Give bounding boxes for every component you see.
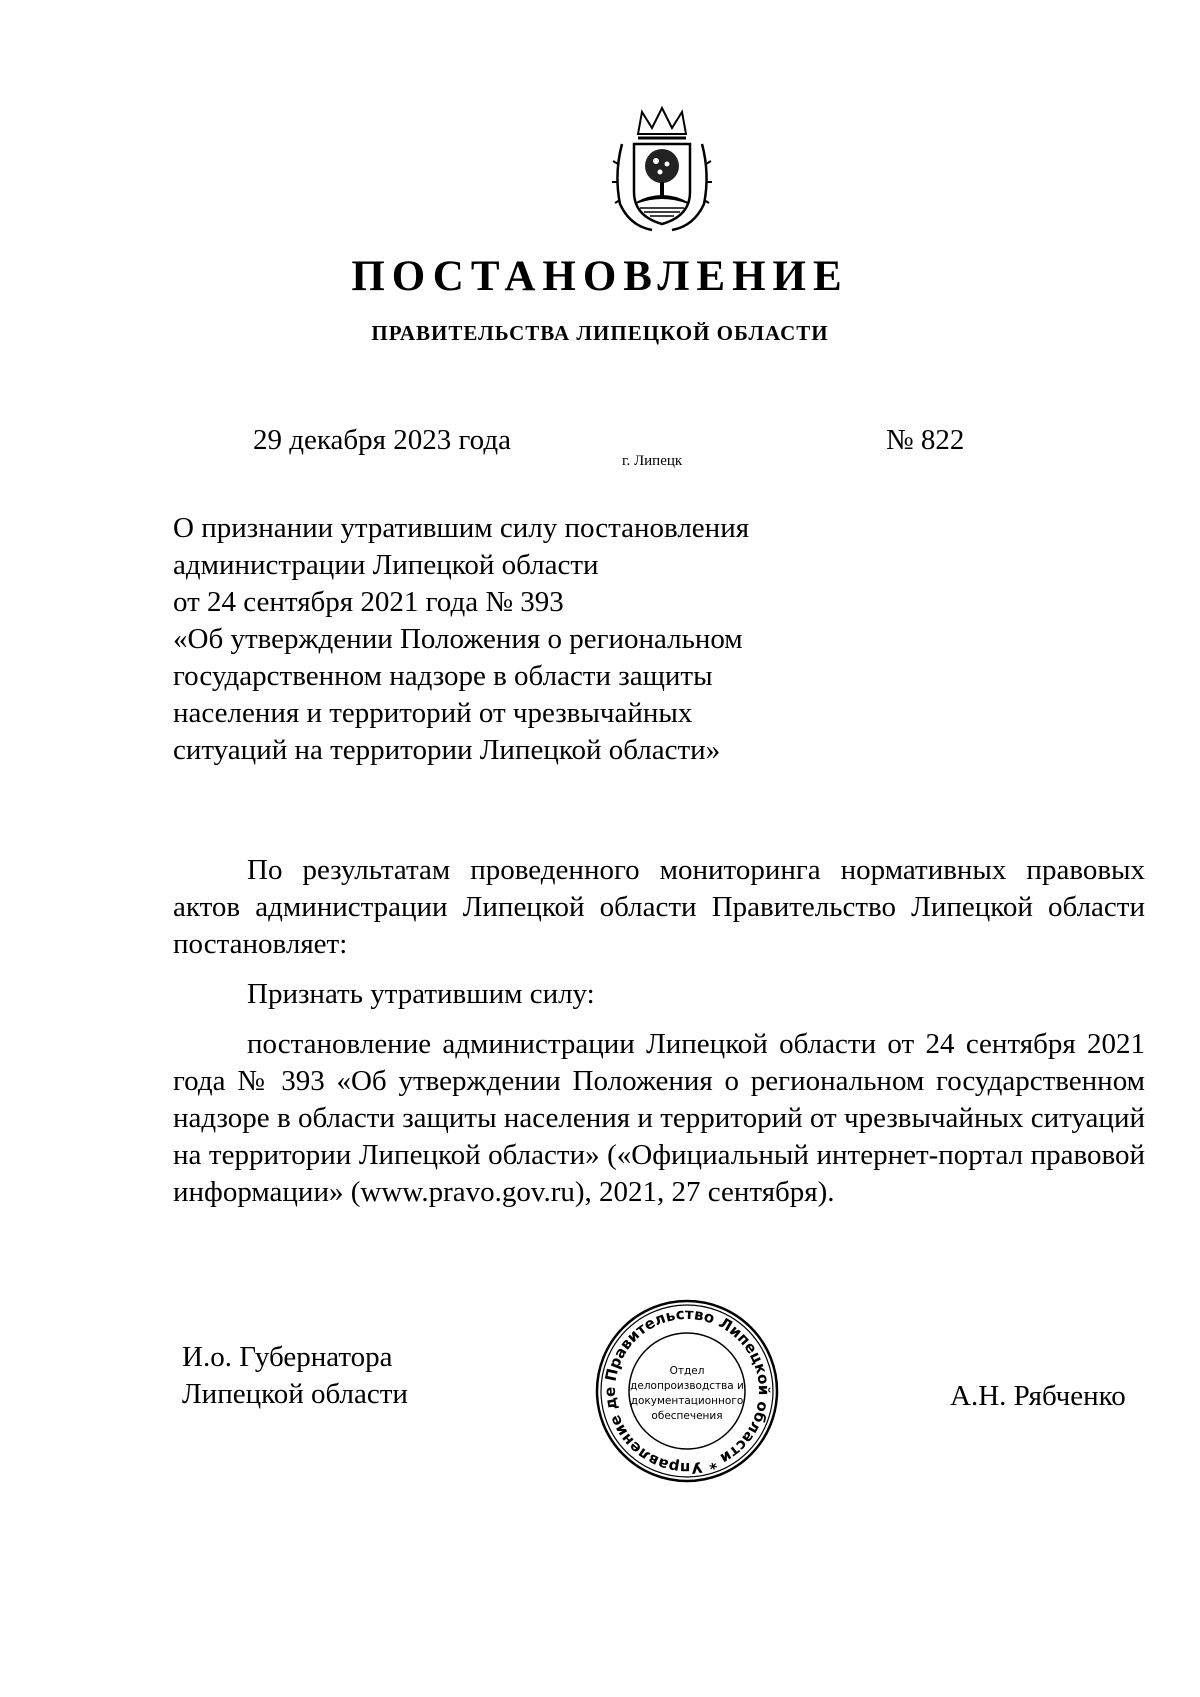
stamp-seal-icon [594,1298,780,1484]
signer-position-line: И.о. Губернатора [182,1341,393,1373]
heading-line: населения и территорий от чрезвычайных [173,697,693,729]
document-subtitle: ПРАВИТЕЛЬСТВА ЛИПЕЦКОЙ ОБЛАСТИ [371,321,829,345]
stamp-center-line: обеспечения [651,1410,723,1422]
stamp-center-line: делопроизводства и [630,1380,744,1392]
document-city: г. Липецк [622,453,683,469]
document-title: ПОСТАНОВЛЕНИЕ [351,253,849,300]
stamp-ring-text: Правительство Липецкой области * Управление де [600,1304,774,1478]
heading-line: от 24 сентября 2021 года № 393 [173,586,564,618]
document-date: 29 декабря 2023 года [253,424,511,456]
official-stamp [594,1298,780,1484]
heading-line: ситуаций на территории Липецкой области» [173,734,721,766]
signer-position-line: Липецкой области [182,1378,408,1410]
heading-line: «Об утверждении Положения о региональном [173,623,743,655]
heading-line: администрации Липецкой области [173,549,599,581]
document-number: № 822 [886,424,965,456]
body-paragraph-preamble: По результатам проведенного мониторинга нормативных правовых актов администрации Липецкой области Правительство Липецкой области постановляет: [173,854,1145,960]
stamp-center-line: Отдел [669,1365,705,1377]
heading-line: государственном надзоре в области защиты [173,660,713,692]
body-paragraph-act: постановление администрации Липецкой области от 24 сентября 2021 года № 393 «Об утверждении Положения о региональном государственном надзоре в области защиты населения и территорий от чрезвычайных ситуаций на территории Липецкой области» («Официальный интернет-портал правовой информации» (www.pravo.gov.ru), 2021, 27 сентября). [173,1028,1145,1208]
coat-of-arms-emblem [612,104,712,234]
coat-of-arms-icon [612,104,712,234]
document-heading [173,510,813,769]
stamp-center-line: документационного [630,1395,744,1407]
signer-position [182,1339,408,1413]
body-paragraph-decision: Признать утратившим силу: [247,978,595,1010]
document-body [173,852,1145,1211]
signer-name: А.Н. Рябченко [950,1380,1126,1412]
heading-line: О признании утратившим силу постановления [173,512,750,544]
